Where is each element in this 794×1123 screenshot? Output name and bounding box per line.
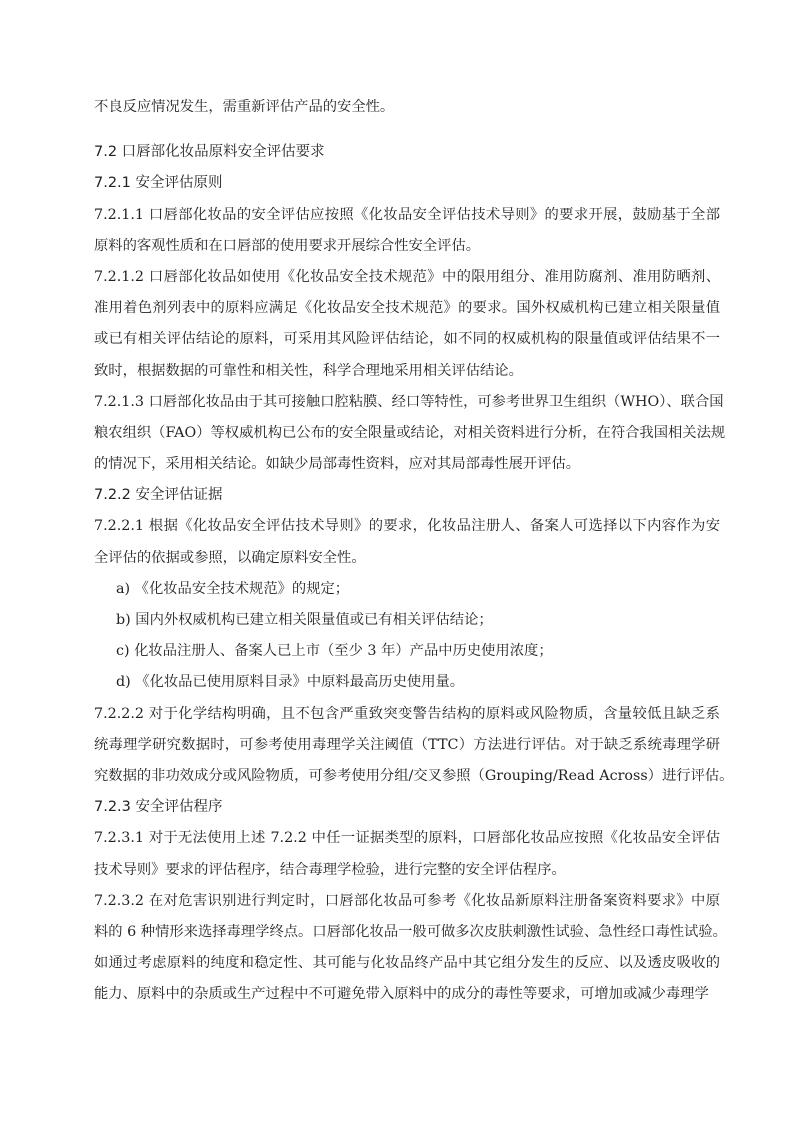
text-line: 原料的客观性质和在口唇部的使用要求开展综合性安全评估。 bbox=[94, 237, 481, 254]
text-line: 或已有相关评估结论的原料，可采用其风险评估结论，如不同的权威机构的限量值或评估结果不一 bbox=[94, 331, 720, 348]
list-item bbox=[94, 667, 720, 698]
text-line: 统毒理学研究数据时，可参考使用毒理学关注阈值（TTC）方法进行评估。对于缺乏系统毒理学研 bbox=[94, 736, 720, 753]
document-page bbox=[94, 92, 734, 1010]
text-line: 7.2 口唇部化妆品原料安全评估要求 bbox=[94, 144, 325, 161]
text-line: 7.2.2 安全评估证据 bbox=[94, 487, 223, 504]
paragraph bbox=[94, 823, 720, 885]
paragraph bbox=[94, 200, 720, 262]
text-line: a) 《化妆品安全技术规范》的规定； bbox=[116, 580, 350, 597]
text-line: 7.2.1.3 口唇部化妆品由于其可接触口腔粘膜、经口等特性，可参考世界卫生组织（WHO）、联合国 bbox=[94, 393, 724, 410]
text-line: 7.2.1.1 口唇部化妆品的安全评估应按照《化妆品安全评估技术导则》的要求开展，鼓励基于全部 bbox=[94, 206, 720, 223]
paragraph bbox=[94, 387, 726, 481]
section-heading bbox=[94, 137, 720, 168]
list-item bbox=[94, 636, 720, 667]
paragraph bbox=[94, 262, 720, 387]
text-line: 究数据的非功效成分或风险物质，可参考使用分组/交叉参照（Grouping/Read Across）进行评估。 bbox=[94, 767, 734, 784]
text-line: 7.2.3.1 对于无法使用上述 7.2.2 中任一证据类型的原料，口唇部化妆品应按照《化妆品安全评估 bbox=[94, 830, 720, 847]
text-line: 准用着色剂列表中的原料应满足《化妆品安全技术规范》的要求。国外权威机构已建立相关限量值 bbox=[94, 300, 720, 317]
text-line: 能力、原料中的杂质或生产过程中不可避免带入原料中的成分的毒性等要求，可增加或减少毒理学 bbox=[94, 986, 709, 1003]
paragraph bbox=[94, 92, 720, 123]
text-line: 全评估的依据或参照，以确定原料安全性。 bbox=[94, 549, 366, 566]
list-item bbox=[94, 605, 720, 636]
text-line: 7.2.3.2 在对危害识别进行判定时，口唇部化妆品可参考《化妆品新原料注册备案资料要求》中原 bbox=[94, 892, 720, 909]
text-line: d) 《化妆品已使用原料目录》中原料最高历史使用量。 bbox=[116, 674, 465, 691]
text-line: 7.2.3 安全评估程序 bbox=[94, 799, 223, 816]
section-heading bbox=[94, 792, 720, 823]
text-line: 粮农组织（FAO）等权威机构已公布的安全限量或结论，对相关资料进行分析，在符合我国相关法规 bbox=[94, 424, 726, 441]
text-line: 7.2.2.1 根据《化妆品安全评估技术导则》的要求，化妆品注册人、备案人可选择以下内容作为安 bbox=[94, 518, 720, 535]
section-heading bbox=[94, 480, 720, 511]
text-line: b) 国内外权威机构已建立相关限量值或已有相关评估结论； bbox=[116, 612, 493, 628]
text-line: 的情况下，采用相关结论。如缺少局部毒性资料，应对其局部毒性展开评估。 bbox=[94, 456, 581, 473]
text-line: 技术导则》要求的评估程序，结合毒理学检验，进行完整的安全评估程序。 bbox=[94, 861, 566, 878]
paragraph bbox=[94, 886, 727, 1011]
text-line: 如通过考虑原料的纯度和稳定性、其可能与化妆品终产品中其它组分发生的反应、以及透皮吸收的 bbox=[94, 955, 720, 972]
text-line: 7.2.2.2 对于化学结构明确，且不包含严重致突变警告结构的原料或风险物质，含量较低且缺乏系 bbox=[94, 705, 720, 722]
list-item bbox=[94, 574, 720, 605]
text-line: 料的 6 种情形来选择毒理学终点。口唇部化妆品一般可做多次皮肤刺激性试验、急性经口毒性试验。 bbox=[94, 923, 727, 940]
paragraph bbox=[94, 511, 720, 573]
text-line: c) 化妆品注册人、备案人已上市（至少 3 年）产品中历史使用浓度； bbox=[116, 643, 553, 660]
text-line: 7.2.1 安全评估原则 bbox=[94, 175, 223, 192]
paragraph bbox=[94, 699, 734, 793]
section-heading bbox=[94, 168, 720, 199]
text-line: 7.2.1.2 口唇部化妆品如使用《化妆品安全技术规范》中的限用组分、准用防腐剂、准用防晒剂、 bbox=[94, 268, 720, 285]
text-line: 致时，根据数据的可靠性和相关性，科学合理地采用相关评估结论。 bbox=[94, 362, 523, 379]
text-line: 不良反应情况发生，需重新评估产品的安全性。 bbox=[94, 99, 395, 115]
